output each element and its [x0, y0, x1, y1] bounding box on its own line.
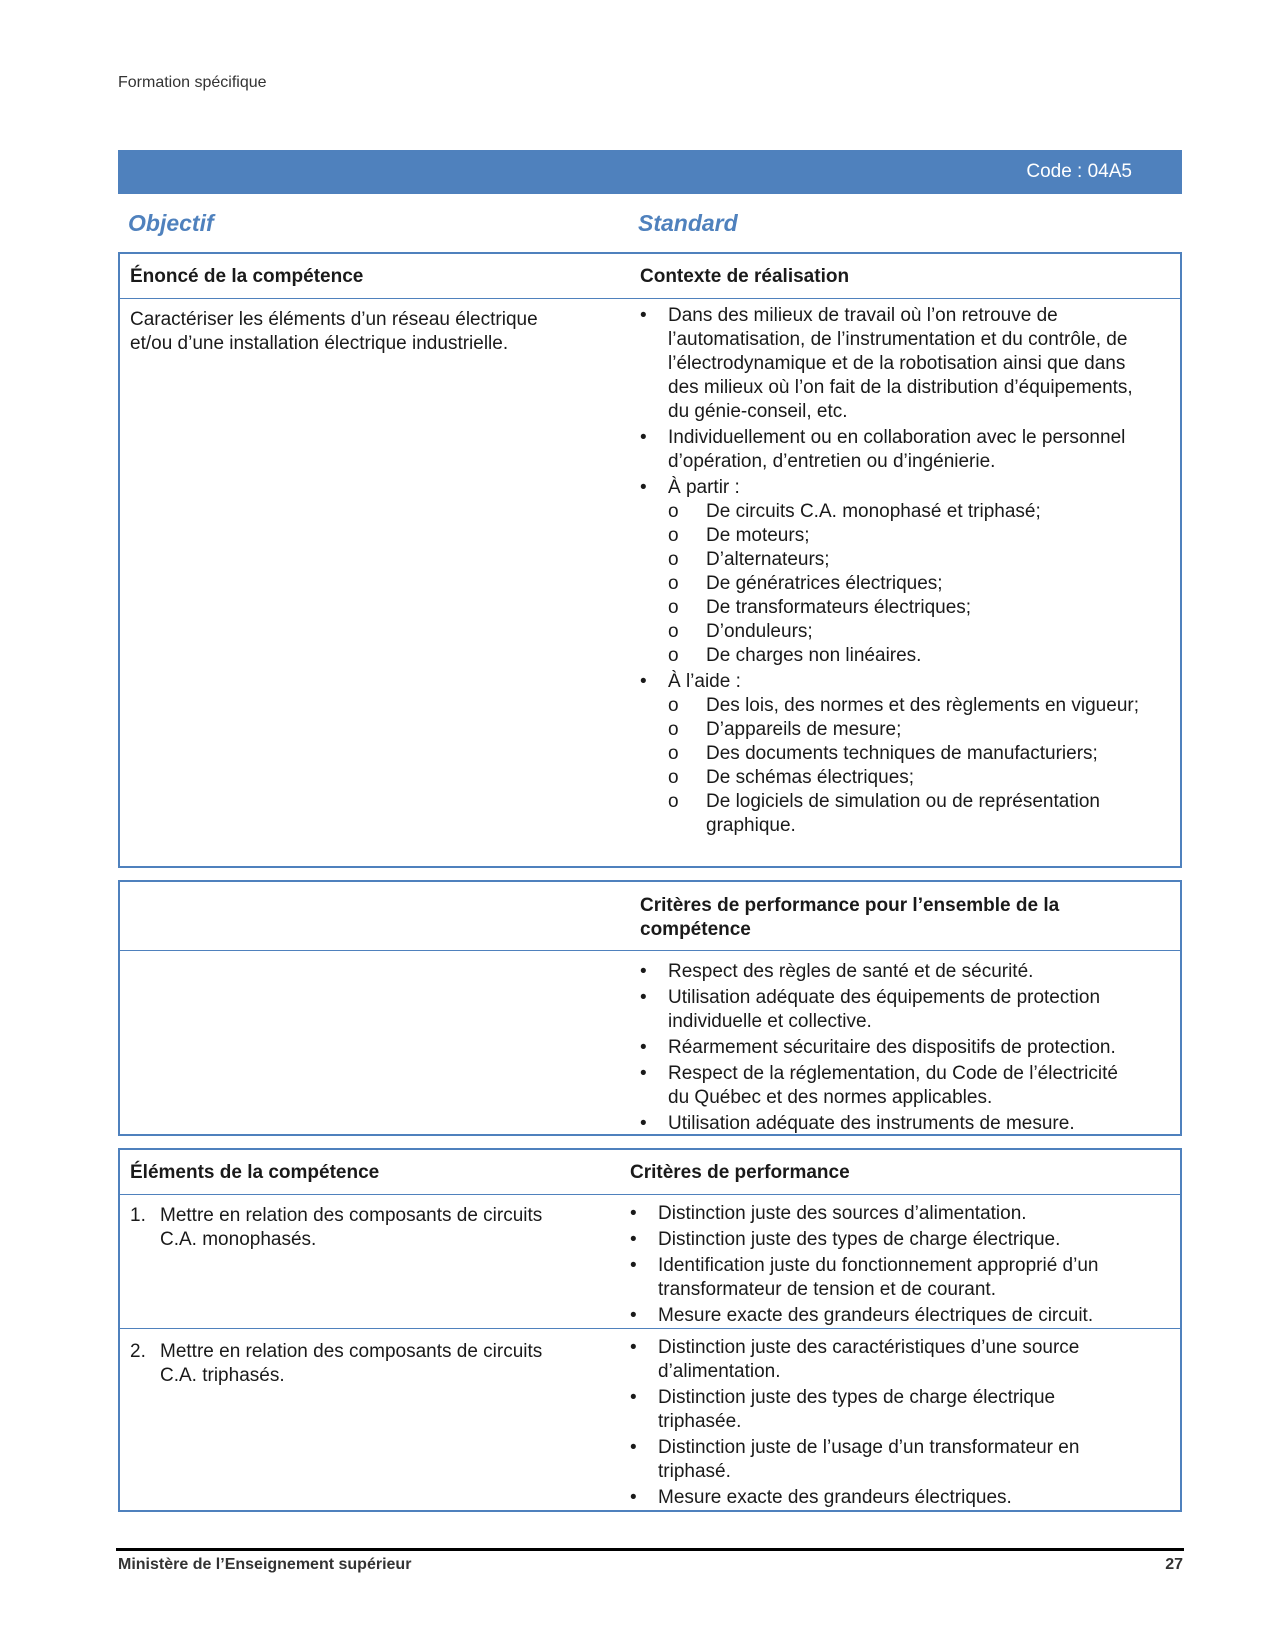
objective-title: Objectif — [128, 210, 214, 236]
elements-criteria-table — [118, 1148, 1182, 1512]
criteria-item: • Mesure exacte des grandeurs électriques. — [630, 1486, 1140, 1510]
element-2-criteria — [630, 1336, 1140, 1512]
criteria-item: • Distinction juste des sources d’alimentation. — [630, 1202, 1140, 1226]
criteria-item: • Distinction juste des types de charge électrique triphasée. — [630, 1386, 1140, 1434]
context-list — [640, 304, 1140, 840]
context-item-label: À partir : — [668, 477, 740, 498]
sub-item: o De circuits C.A. monophasé et triphasé; — [668, 500, 1140, 524]
overall-criteria-table — [118, 880, 1182, 1136]
sub-item: o Des lois, des normes et des règlements en vigueur; — [668, 694, 1140, 718]
sub-item: o De génératrices électriques; — [668, 572, 1140, 596]
criteria-heading: Critères de performance — [630, 1162, 850, 1183]
criteria-item: • Identification juste du fonctionnement approprié d’un transformateur de tension et de courant. — [630, 1254, 1140, 1302]
element-text: Mettre en relation des composants de circuits C.A. triphasés. — [160, 1341, 543, 1386]
row-divider — [120, 1328, 1180, 1329]
sub-item: o D’alternateurs; — [668, 548, 1140, 572]
element-2 — [130, 1340, 580, 1388]
sub-item: o De charges non linéaires. — [668, 644, 1140, 668]
criteria-item: • Distinction juste des types de charge électrique. — [630, 1228, 1140, 1252]
context-item — [640, 670, 1140, 838]
code-banner — [118, 150, 1182, 194]
criteria-item: • Utilisation adéquate des équipements de protection individuelle et collective. — [640, 986, 1140, 1034]
footer-ministry: Ministère de l’Enseignement supérieur — [118, 1556, 412, 1573]
section-titles — [118, 210, 1182, 240]
context-item — [640, 476, 1140, 668]
sub-item: o Des documents techniques de manufacturiers; — [668, 742, 1140, 766]
sub-item: o De schémas électriques; — [668, 766, 1140, 790]
criteria-item: • Respect des règles de santé et de sécurité. — [640, 960, 1140, 984]
overall-criteria-heading: Critères de performance pour l’ensemble de la compétence — [640, 895, 1060, 940]
sub-item: o D’onduleurs; — [668, 620, 1140, 644]
context-item-label: À l’aide : — [668, 671, 741, 692]
tools-sublist — [668, 694, 1140, 838]
criteria-item: • Distinction juste de l’usage d’un transformateur en triphasé. — [630, 1436, 1140, 1484]
criteria-item: • Réarmement sécuritaire des dispositifs de protection. — [640, 1036, 1140, 1060]
competency-context-table — [118, 252, 1182, 868]
criteria-item: • Mesure exacte des grandeurs électriques de circuit. — [630, 1304, 1140, 1328]
criteria-item: • Distinction juste des caractéristiques d’une source d’alimentation. — [630, 1336, 1140, 1384]
element-1-criteria — [630, 1202, 1140, 1330]
criteria-item: • Utilisation adéquate des instruments de mesure. — [640, 1112, 1140, 1136]
statement-heading: Énoncé de la compétence — [130, 266, 364, 287]
element-text: Mettre en relation des composants de circuits C.A. monophasés. — [160, 1205, 543, 1250]
competency-statement: Caractériser les éléments d’un réseau électrique et/ou d’une installation électrique industrielle. — [130, 309, 538, 354]
element-1 — [130, 1204, 580, 1252]
course-code: Code : 04A5 — [1026, 161, 1132, 182]
sub-item: o D’appareils de mesure; — [668, 718, 1140, 742]
source-sublist — [668, 500, 1140, 668]
running-header: Formation spécifique — [118, 74, 267, 91]
sub-item: o De logiciels de simulation ou de représentation graphique. — [668, 790, 1140, 838]
elements-heading: Éléments de la compétence — [130, 1162, 380, 1183]
table-divider — [120, 950, 1180, 951]
element-number: 2. — [130, 1341, 146, 1362]
standard-title: Standard — [638, 210, 738, 236]
overall-criteria-list — [640, 960, 1140, 1138]
element-number: 1. — [130, 1205, 146, 1226]
context-item: • Dans des milieux de travail où l’on retrouve de l’automatisation, de l’instrumentation et du contrôle, de l’électrodynamique et de la robotisation ainsi que dans des milieux où l’on fait de la distribution d’équipements, du génie-conseil, etc. — [640, 304, 1140, 424]
page-number: 27 — [1165, 1556, 1183, 1573]
table-divider — [120, 1194, 1180, 1195]
criteria-item: • Respect de la réglementation, du Code de l’électricité du Québec et des normes applicables. — [640, 1062, 1140, 1110]
sub-item: o De moteurs; — [668, 524, 1140, 548]
footer-rule — [116, 1548, 1184, 1551]
sub-item: o De transformateurs électriques; — [668, 596, 1140, 620]
context-heading: Contexte de réalisation — [640, 266, 850, 287]
table-divider — [120, 298, 1180, 299]
context-item: • Individuellement ou en collaboration avec le personnel d’opération, d’entretien ou d’ingénierie. — [640, 426, 1140, 474]
